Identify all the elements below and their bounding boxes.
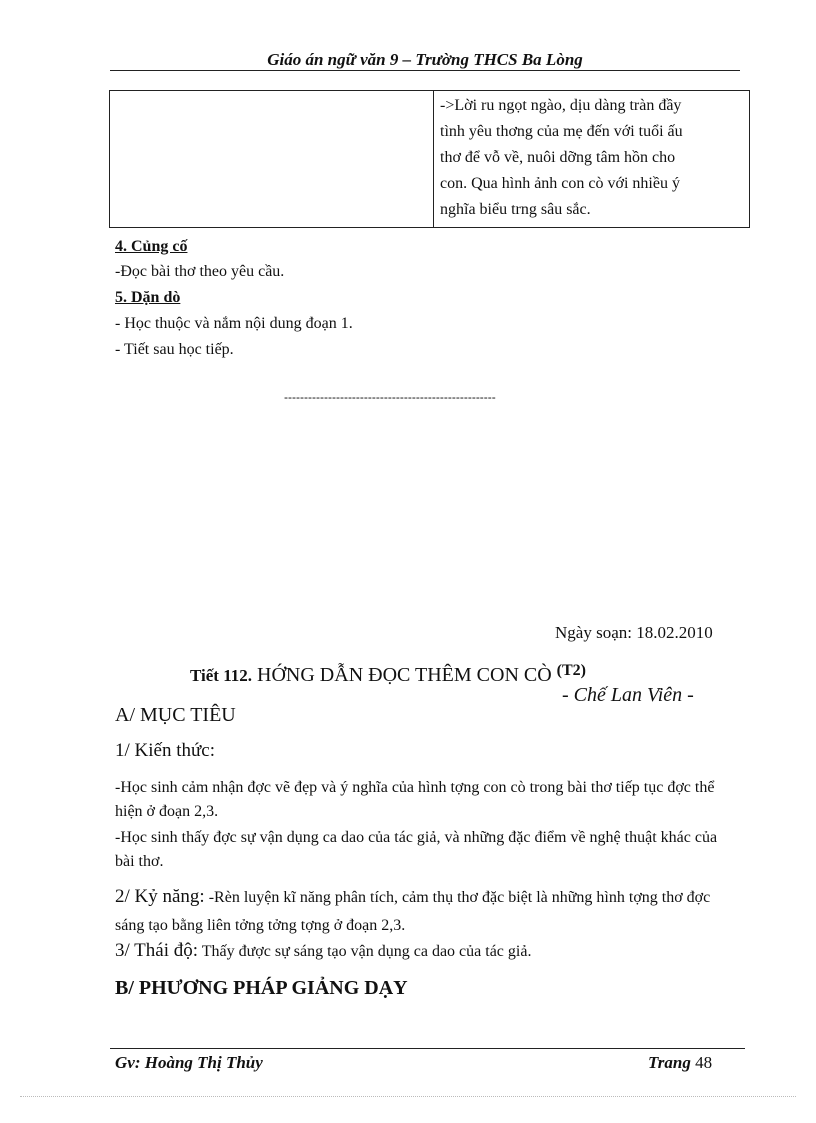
lesson-title [190,662,586,687]
page-label: Trang [648,1053,691,1072]
kien-thuc-item-2: -Học sinh thấy đợc sự vận dụng ca dao của tác giả, và những đặc điểm về nghệ thuật khác của bài thơ. [115,829,718,870]
ky-nang-paragraph [115,883,740,940]
table-line: tình yêu thơng của mẹ đến với tuổi ấu [440,123,683,140]
heading-phuong-phap: B/ PHƯƠNG PHÁP GIẢNG DẠY [115,977,408,999]
thai-do-paragraph [115,940,531,962]
dan-do-line-1: - Học thuộc và nắm nội dung đoạn 1. [115,315,353,332]
lesson-name: HỚNG DẪN ĐỌC THÊM CON CÒ [257,664,552,686]
table-line: ->Lời ru ngọt ngào, dịu dàng tràn đầy [440,97,682,114]
footer-rule [110,1048,745,1049]
ky-nang-text: -Rèn luyện kĩ năng phân tích, cảm thụ thơ đặc biệt là những hình tợng thơ đợc sáng tạo bằng liên tởng tởng tợng ở đoạn 2,3. [115,889,711,934]
footer-page [648,1053,712,1073]
dashed-divider: ----------------------------------------------------- [284,390,496,404]
kien-thuc-item-1: -Học sinh cảm nhận đợc vẽ đẹp và ý nghĩa của hình tợng con cò trong bài thơ tiếp tục đợc thể hiện ở đoạn 2,3. [115,779,715,820]
dan-do-line-2: - Tiết sau học tiếp. [115,341,234,358]
heading-muc-tieu: A/ MỤC TIÊU [115,704,236,726]
thai-do-text: Thấy được sự sáng tạo vận dụng ca dao của tác giả. [198,943,532,960]
header-rule [110,70,740,71]
lesson-part: (T2) [556,662,586,679]
preparation-date: Ngày soạn: 18.02.2010 [555,623,713,642]
table-line: con. Qua hình ảnh con cò với nhiều ý [440,175,680,192]
continued-table [109,90,750,228]
table-line: thơ để vỗ về, nuôi dỡng tâm hồn cho [440,149,676,166]
footer-teacher: Gv: Hoàng Thị Thủy [115,1053,263,1072]
page-header-title: Giáo án ngữ văn 9 – Trường THCS Ba Lòng [267,50,583,69]
page-bottom-border [20,1096,796,1097]
page-number: 48 [695,1053,713,1072]
heading-thai-do: 3/ Thái độ: [115,940,199,961]
lesson-number: Tiết 112. [190,666,253,685]
table-cell-empty [110,91,434,228]
table-row [110,91,750,228]
section-title-cung-co: 4. Củng cố [115,238,188,255]
heading-kien-thuc: 1/ Kiến thức: [115,740,216,761]
table-line: nghĩa biểu trng sâu sắc. [440,201,591,218]
section-title-dan-do: 5. Dặn dò [115,289,181,306]
heading-ky-nang: 2/ Kỷ năng: [115,886,205,907]
cung-co-line: -Đọc bài thơ theo yêu cầu. [115,263,285,280]
table-cell-text [434,91,750,228]
poem-author: - Chế Lan Viên - [562,684,694,706]
